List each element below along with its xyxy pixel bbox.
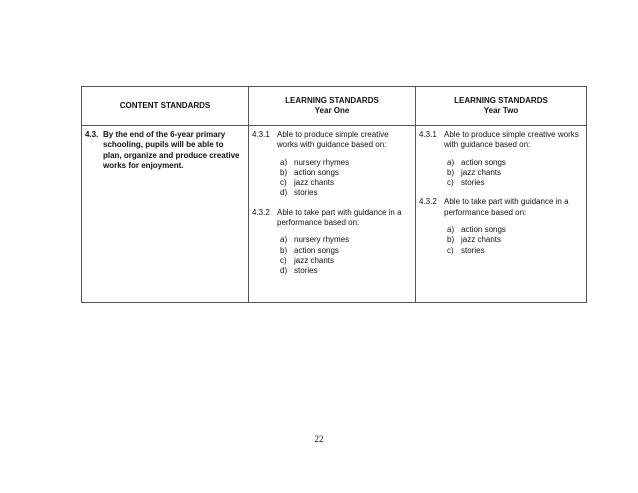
sub-item (280, 246, 411, 256)
sub-item-text: jazz chants (294, 178, 335, 188)
year-two-header (416, 87, 587, 126)
sub-item-text: jazz chants (294, 255, 335, 265)
sub-item-letter: a) (280, 235, 288, 245)
sub-item-list (280, 158, 411, 199)
learning-standard-text: Able to produce simple creative works with guidance based on: (444, 130, 579, 150)
learning-standard (419, 197, 582, 255)
sub-item (280, 235, 411, 245)
content-standard-number: 4.3. (85, 130, 99, 139)
sub-item-text: jazz chants (461, 235, 502, 245)
sub-item-letter: a) (280, 157, 288, 167)
sub-item-text: action songs (461, 157, 506, 167)
sub-item (280, 158, 411, 168)
content-standards-title: CONTENT STANDARDS (119, 101, 211, 110)
sub-item-letter: b) (280, 167, 288, 177)
year-one-header (249, 87, 416, 126)
sub-item-text: nursery rhymes (294, 157, 350, 167)
sub-item-letter: c) (280, 255, 287, 265)
year-one-header-subtitle: Year One (314, 106, 350, 115)
sub-item-letter: b) (447, 235, 455, 245)
sub-item-letter: d) (280, 266, 288, 276)
sub-item-text: action songs (461, 225, 506, 235)
sub-item (447, 158, 582, 168)
learning-standard-heading (252, 208, 411, 229)
sub-item-list (447, 225, 582, 256)
sub-item (447, 178, 582, 188)
sub-item-letter: a) (447, 157, 455, 167)
sub-item (280, 188, 411, 198)
learning-standard-number: 4.3.2 (419, 197, 437, 207)
sub-item-text: jazz chants (461, 167, 502, 177)
learning-standard-text: Able to take part with guidance in a performance based on: (444, 197, 569, 217)
header-row (82, 87, 587, 126)
learning-standard-heading (419, 197, 582, 218)
sub-item-letter: b) (447, 167, 455, 177)
sub-item (280, 256, 411, 266)
content-standards-header (82, 87, 249, 126)
learning-standard (252, 208, 411, 277)
sub-item-list (447, 158, 582, 189)
standards-table (81, 86, 587, 303)
sub-item-letter: b) (280, 245, 288, 255)
learning-standard-number: 4.3.2 (252, 207, 270, 217)
year-one-header-title: LEARNING STANDARDS (285, 96, 379, 105)
sub-item-text: stories (294, 266, 318, 276)
learning-standard (252, 130, 411, 199)
sub-item (447, 246, 582, 256)
sub-item-text: action songs (294, 245, 339, 255)
page-number: 22 (314, 434, 324, 444)
standard-spacer (252, 199, 411, 208)
learning-standard-heading (419, 130, 582, 151)
sub-item (280, 266, 411, 276)
sub-item-letter: a) (447, 225, 455, 235)
sub-item (447, 168, 582, 178)
sub-item-text: stories (461, 178, 485, 188)
sub-item-text: stories (461, 245, 485, 255)
content-standard-cell (82, 126, 249, 303)
standard-spacer (419, 188, 582, 197)
learning-standard-text: Able to produce simple creative works with guidance based on: (277, 130, 389, 150)
year-one-cell (249, 126, 416, 303)
sub-item-list (280, 235, 411, 276)
year-two-header-title: LEARNING STANDARDS (454, 96, 548, 105)
sub-item (447, 225, 582, 235)
sub-item (280, 178, 411, 188)
learning-standard-text: Able to take part with guidance in a performance based on: (277, 207, 402, 228)
learning-standard-heading (252, 130, 411, 151)
learning-standard-number: 4.3.1 (419, 130, 437, 139)
sub-item-letter: c) (280, 178, 287, 188)
sub-item (280, 168, 411, 178)
year-two-cell (416, 126, 587, 303)
learning-standard-number: 4.3.1 (252, 130, 270, 139)
learning-standard (419, 130, 582, 188)
sub-item-text: nursery rhymes (294, 235, 350, 245)
content-standard-text: By the end of the 6-year primary schooling, pupils will be able to plan, organize and produce creative works for enjoyment. (103, 130, 240, 170)
year-two-header-subtitle: Year Two (483, 106, 519, 115)
content-standard-item (85, 130, 244, 171)
sub-item-text: stories (294, 188, 318, 198)
sub-item-text: action songs (294, 167, 339, 177)
sub-item-letter: d) (280, 188, 288, 198)
sub-item-letter: c) (447, 178, 454, 188)
sub-item-letter: c) (447, 245, 454, 255)
body-row (82, 126, 587, 303)
sub-item (447, 235, 582, 245)
